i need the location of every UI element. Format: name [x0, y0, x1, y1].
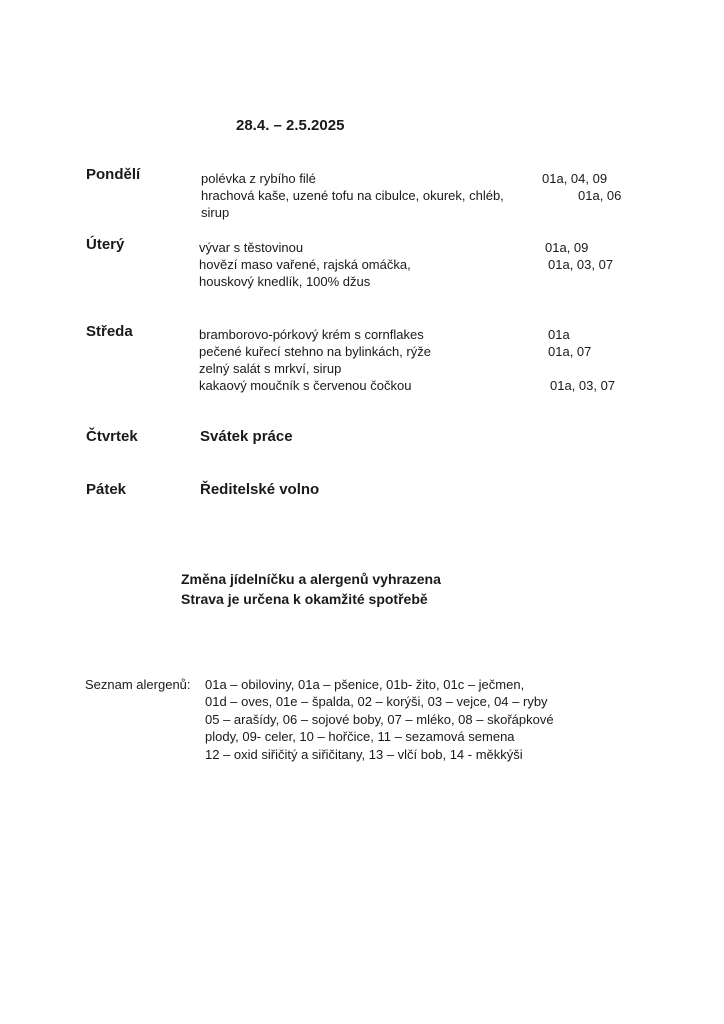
allergen-codes: 01a, 03, 07: [550, 378, 616, 393]
menu-item: pečené kuřecí stehno na bylinkách, rýže: [199, 344, 431, 359]
allergen-list-label: Seznam alergenů:: [85, 677, 191, 692]
menu-item: houskový knedlík, 100% džus: [199, 274, 371, 289]
day-thursday: Čtvrtek: [86, 428, 138, 445]
day-wednesday: Středa: [86, 323, 133, 340]
note-immediate-consumption: Strava je určena k okamžité spotřebě: [181, 591, 428, 607]
holiday-label: Ředitelské volno: [200, 481, 320, 498]
allergen-codes: 01a, 07: [548, 344, 592, 359]
day-tuesday: Úterý: [86, 236, 125, 253]
menu-item: polévka z rybího filé: [201, 171, 316, 186]
allergen-codes: 01a: [548, 327, 570, 342]
allergen-list-line: 05 – arašídy, 06 – sojové boby, 07 – mléko, 08 – skořápkové: [205, 712, 554, 727]
date-range: 28.4. – 2.5.2025: [236, 117, 345, 134]
allergen-codes: 01a, 06: [578, 188, 622, 203]
menu-item: bramborovo-pórkový krém s cornflakes: [199, 327, 424, 342]
menu-item: sirup: [201, 205, 230, 220]
allergen-codes: 01a, 04, 09: [542, 171, 608, 186]
day-friday: Pátek: [86, 481, 127, 498]
allergen-list-line: 12 – oxid siřičitý a siřičitany, 13 – vlčí bob, 14 - měkkýši: [205, 747, 523, 762]
allergen-list-line: 01d – oves, 01e – špalda, 02 – korýši, 03 – vejce, 04 – ryby: [205, 694, 548, 709]
note-change-reserved: Změna jídelníčku a alergenů vyhrazena: [181, 571, 441, 587]
allergen-codes: 01a, 03, 07: [548, 257, 614, 272]
allergen-list-line: 01a – obiloviny, 01a – pšenice, 01b- žito, 01c – ječmen,: [205, 677, 525, 692]
menu-item: vývar s těstovinou: [199, 240, 304, 255]
menu-item: kakaový moučník s červenou čočkou: [199, 378, 412, 393]
menu-item: hovězí maso vařené, rajská omáčka,: [199, 257, 411, 272]
holiday-label: Svátek práce: [200, 428, 293, 445]
menu-item: zelný salát s mrkví, sirup: [199, 361, 342, 376]
day-monday: Pondělí: [86, 166, 141, 183]
menu-item: hrachová kaše, uzené tofu na cibulce, okurek, chléb,: [201, 188, 504, 203]
allergen-codes: 01a, 09: [545, 240, 589, 255]
allergen-list-line: plody, 09- celer, 10 – hořčice, 11 – sezamová semena: [205, 729, 515, 744]
